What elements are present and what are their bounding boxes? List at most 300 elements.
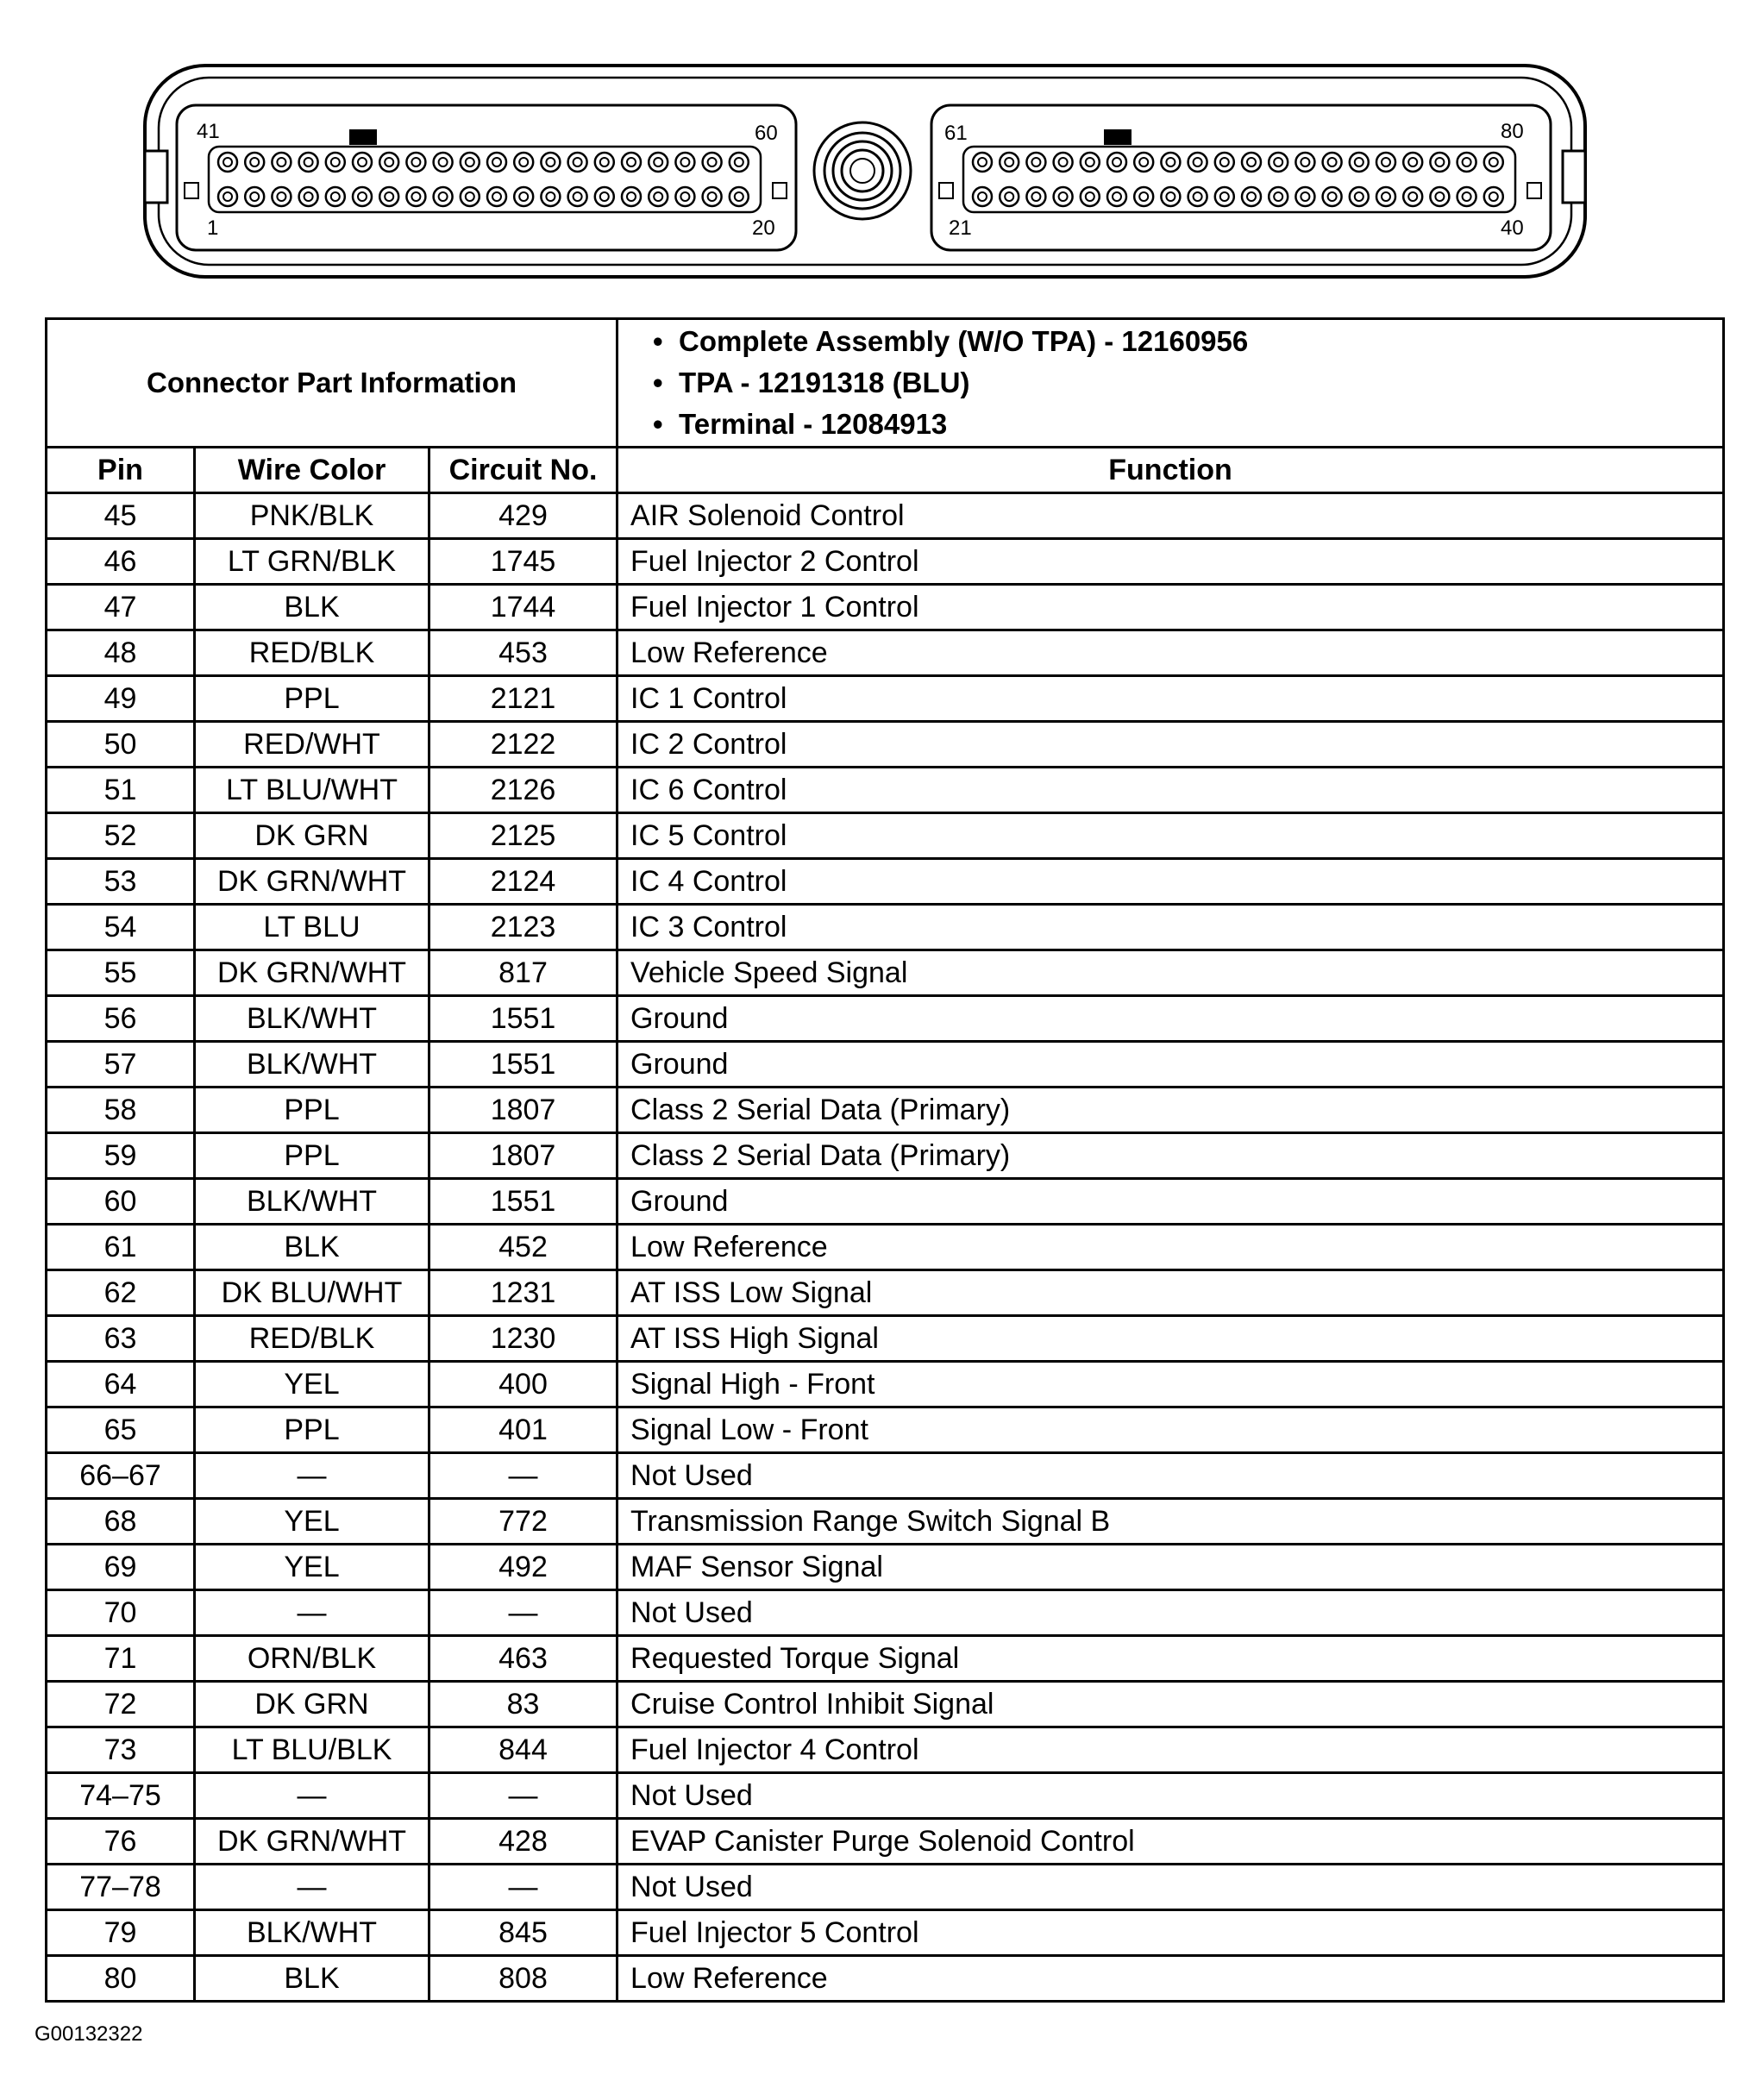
- table-row: [47, 1179, 1724, 1225]
- header-row: [47, 448, 1724, 493]
- pin-socket: [1242, 187, 1261, 206]
- pin-socket-inner: [304, 158, 313, 166]
- pin-socket: [487, 153, 506, 172]
- pin-socket-inner: [1301, 158, 1309, 166]
- function-cell: Ground: [617, 1179, 1724, 1225]
- pin-socket: [487, 187, 506, 206]
- table-row: [47, 1499, 1724, 1545]
- pin-socket: [703, 187, 722, 206]
- part-info-row: [47, 319, 1724, 448]
- pin-socket-inner: [1113, 158, 1121, 166]
- pin-socket: [1134, 187, 1153, 206]
- function-cell: MAF Sensor Signal: [617, 1545, 1724, 1590]
- function-cell: Low Reference: [617, 630, 1724, 676]
- header-wire-color: Wire Color: [195, 448, 429, 493]
- header-circuit: Circuit No.: [429, 448, 617, 493]
- function-cell: EVAP Canister Purge Solenoid Control: [617, 1819, 1724, 1865]
- pin-cell: 50: [47, 722, 195, 768]
- circuit-cell: 463: [429, 1636, 617, 1682]
- pin-socket: [1376, 153, 1395, 172]
- pin-socket: [299, 187, 318, 206]
- wire-color-cell: BLK: [195, 1956, 429, 2002]
- pin-socket-inner: [358, 192, 367, 201]
- pin-cell: 69: [47, 1545, 195, 1590]
- table-row: [47, 950, 1724, 996]
- pin-socket: [1242, 153, 1261, 172]
- function-cell: IC 5 Control: [617, 813, 1724, 859]
- pin-socket-inner: [1166, 192, 1175, 201]
- left-pin-rows: [218, 153, 749, 206]
- table-row: [47, 1133, 1724, 1179]
- pin-socket-inner: [385, 158, 393, 166]
- pin-socket: [1484, 187, 1503, 206]
- pin-socket: [1188, 187, 1207, 206]
- pin-socket-inner: [1086, 192, 1094, 201]
- function-cell: Transmission Range Switch Signal B: [617, 1499, 1724, 1545]
- wire-color-cell: PPL: [195, 1133, 429, 1179]
- pin-socket-inner: [1408, 158, 1417, 166]
- pin-socket: [1215, 153, 1234, 172]
- function-cell: Class 2 Serial Data (Primary): [617, 1133, 1724, 1179]
- pin-socket-inner: [1247, 192, 1256, 201]
- pinout-table: [45, 317, 1725, 2003]
- pin-socket-inner: [1463, 158, 1471, 166]
- pin-socket: [973, 187, 992, 206]
- pin-socket: [514, 153, 533, 172]
- pin-socket: [1376, 187, 1395, 206]
- label-pin-40: 40: [1501, 216, 1524, 240]
- wire-color-cell: BLK: [195, 585, 429, 630]
- pin-socket-inner: [439, 158, 448, 166]
- table-row: [47, 676, 1724, 722]
- function-cell: Vehicle Speed Signal: [617, 950, 1724, 996]
- pin-cell: 73: [47, 1727, 195, 1773]
- function-cell: AIR Solenoid Control: [617, 493, 1724, 539]
- pin-socket: [1458, 153, 1476, 172]
- pin-socket: [272, 153, 291, 172]
- wire-color-cell: LT BLU/WHT: [195, 768, 429, 813]
- circuit-cell: 1807: [429, 1088, 617, 1133]
- pin-socket-inner: [546, 192, 555, 201]
- wire-color-cell: BLK/WHT: [195, 1042, 429, 1088]
- left-key: [349, 129, 377, 145]
- pin-socket: [622, 153, 641, 172]
- function-cell: Low Reference: [617, 1956, 1724, 2002]
- circuit-cell: 452: [429, 1225, 617, 1270]
- pin-socket-inner: [466, 192, 474, 201]
- table-row: [47, 1453, 1724, 1499]
- function-cell: AT ISS Low Signal: [617, 1270, 1724, 1316]
- function-cell: Not Used: [617, 1453, 1724, 1499]
- table-row: [47, 585, 1724, 630]
- function-cell: Ground: [617, 1042, 1724, 1088]
- pin-cell: 46: [47, 539, 195, 585]
- function-cell: Fuel Injector 1 Control: [617, 585, 1724, 630]
- pin-socket-inner: [680, 192, 689, 201]
- pin-socket-inner: [708, 192, 717, 201]
- pin-socket: [406, 153, 425, 172]
- pin-socket: [568, 153, 587, 172]
- pin-socket-inner: [519, 158, 528, 166]
- wire-color-cell: —: [195, 1773, 429, 1819]
- wire-color-cell: YEL: [195, 1499, 429, 1545]
- pin-socket-inner: [1274, 192, 1282, 201]
- pin-socket-inner: [1194, 192, 1202, 201]
- wire-color-cell: YEL: [195, 1362, 429, 1407]
- pin-socket-inner: [1328, 158, 1337, 166]
- circuit-cell: 429: [429, 493, 617, 539]
- pin-socket-inner: [546, 158, 555, 166]
- pin-cell: 72: [47, 1682, 195, 1727]
- pin-socket-inner: [1194, 158, 1202, 166]
- pin-socket: [379, 153, 398, 172]
- pin-socket: [299, 153, 318, 172]
- pin-cell: 79: [47, 1910, 195, 1956]
- table-row: [47, 1042, 1724, 1088]
- wire-color-cell: LT GRN/BLK: [195, 539, 429, 585]
- pin-socket-inner: [1005, 158, 1013, 166]
- pin-cell: 64: [47, 1362, 195, 1407]
- circuit-cell: 845: [429, 1910, 617, 1956]
- pin-socket: [461, 153, 480, 172]
- table-row: [47, 630, 1724, 676]
- function-cell: Not Used: [617, 1865, 1724, 1910]
- pin-socket: [1134, 153, 1153, 172]
- pin-socket-inner: [492, 158, 501, 166]
- pin-socket-inner: [1086, 158, 1094, 166]
- table-row: [47, 813, 1724, 859]
- pin-socket: [272, 187, 291, 206]
- pin-socket-inner: [735, 158, 743, 166]
- pin-socket: [1350, 153, 1369, 172]
- pin-cell: 63: [47, 1316, 195, 1362]
- pin-socket: [1161, 153, 1180, 172]
- function-cell: IC 3 Control: [617, 905, 1724, 950]
- function-cell: Cruise Control Inhibit Signal: [617, 1682, 1724, 1727]
- pin-socket: [218, 187, 237, 206]
- wire-color-cell: ORN/BLK: [195, 1636, 429, 1682]
- pin-socket: [434, 153, 453, 172]
- wire-color-cell: —: [195, 1865, 429, 1910]
- pin-socket-inner: [1113, 192, 1121, 201]
- pin-socket: [245, 153, 264, 172]
- table-row: [47, 1910, 1724, 1956]
- pin-socket: [730, 187, 749, 206]
- table-row: [47, 996, 1724, 1042]
- pin-socket-inner: [331, 158, 340, 166]
- wire-color-cell: LT BLU: [195, 905, 429, 950]
- table-row: [47, 1682, 1724, 1727]
- pin-socket: [1323, 153, 1342, 172]
- pin-socket: [1081, 187, 1100, 206]
- wire-color-cell: PNK/BLK: [195, 493, 429, 539]
- pin-socket-inner: [277, 192, 285, 201]
- wire-color-cell: PPL: [195, 1088, 429, 1133]
- pin-cell: 49: [47, 676, 195, 722]
- pin-socket: [541, 187, 560, 206]
- circuit-cell: 428: [429, 1819, 617, 1865]
- pin-socket: [568, 187, 587, 206]
- circuit-cell: 1551: [429, 1179, 617, 1225]
- pin-socket: [1215, 187, 1234, 206]
- pin-cell: 66–67: [47, 1453, 195, 1499]
- pin-socket-inner: [600, 192, 609, 201]
- pin-cell: 51: [47, 768, 195, 813]
- left-small-tab-a: [185, 183, 198, 198]
- pin-socket: [326, 187, 345, 206]
- pin-socket: [1054, 187, 1073, 206]
- pin-socket-inner: [574, 158, 582, 166]
- label-pin-41: 41: [197, 120, 220, 143]
- circuit-cell: 1744: [429, 585, 617, 630]
- pin-socket: [675, 153, 694, 172]
- circuit-cell: 83: [429, 1682, 617, 1727]
- pin-cell: 77–78: [47, 1865, 195, 1910]
- wire-color-cell: BLK/WHT: [195, 1179, 429, 1225]
- pin-cell: 58: [47, 1088, 195, 1133]
- pin-socket: [1323, 187, 1342, 206]
- pin-socket-inner: [331, 192, 340, 201]
- function-cell: Signal High - Front: [617, 1362, 1724, 1407]
- pin-socket-inner: [277, 158, 285, 166]
- pin-cell: 45: [47, 493, 195, 539]
- circuit-cell: 808: [429, 1956, 617, 2002]
- pin-socket-inner: [1382, 192, 1390, 201]
- left-latch: [145, 151, 167, 203]
- pin-cell: 52: [47, 813, 195, 859]
- pin-socket-inner: [1220, 192, 1229, 201]
- pin-socket-inner: [1031, 158, 1040, 166]
- pin-socket: [541, 153, 560, 172]
- wire-color-cell: DK GRN: [195, 813, 429, 859]
- right-small-tab-b: [1527, 183, 1541, 198]
- part-info-item: • Terminal - 12084913: [653, 408, 948, 440]
- circuit-cell: 1551: [429, 996, 617, 1042]
- pin-socket: [434, 187, 453, 206]
- pin-socket-inner: [1382, 158, 1390, 166]
- pin-socket: [353, 187, 372, 206]
- pin-cell: 59: [47, 1133, 195, 1179]
- pin-socket-inner: [1435, 158, 1444, 166]
- pin-cell: 47: [47, 585, 195, 630]
- pin-socket: [1458, 187, 1476, 206]
- pin-socket-inner: [627, 192, 636, 201]
- pin-socket-inner: [1139, 192, 1148, 201]
- wire-color-cell: PPL: [195, 676, 429, 722]
- pin-socket: [406, 187, 425, 206]
- pin-socket-inner: [1031, 192, 1040, 201]
- pin-socket: [649, 187, 668, 206]
- pin-cell: 55: [47, 950, 195, 996]
- pin-cell: 56: [47, 996, 195, 1042]
- circuit-cell: 2122: [429, 722, 617, 768]
- pin-cell: 80: [47, 1956, 195, 2002]
- table-row: [47, 1865, 1724, 1910]
- pin-cell: 65: [47, 1407, 195, 1453]
- pin-socket: [1295, 153, 1314, 172]
- circuit-cell: —: [429, 1453, 617, 1499]
- function-cell: Class 2 Serial Data (Primary): [617, 1088, 1724, 1133]
- table-row: [47, 1590, 1724, 1636]
- pin-cell: 62: [47, 1270, 195, 1316]
- pin-cell: 57: [47, 1042, 195, 1088]
- table-row: [47, 1545, 1724, 1590]
- table-row: [47, 1956, 1724, 2002]
- table-row: [47, 1088, 1724, 1133]
- pin-socket: [595, 187, 614, 206]
- wire-color-cell: PPL: [195, 1407, 429, 1453]
- figure-id: G00132322: [34, 2022, 143, 2046]
- pin-socket-inner: [1435, 192, 1444, 201]
- wire-color-cell: DK GRN/WHT: [195, 1819, 429, 1865]
- pin-socket-inner: [708, 158, 717, 166]
- pin-socket: [1403, 187, 1422, 206]
- table-row: [47, 493, 1724, 539]
- circuit-cell: 817: [429, 950, 617, 996]
- wire-color-cell: YEL: [195, 1545, 429, 1590]
- pin-socket: [379, 187, 398, 206]
- circuit-cell: 772: [429, 1499, 617, 1545]
- pin-socket-inner: [1355, 158, 1363, 166]
- pin-socket-inner: [411, 158, 420, 166]
- pin-socket-inner: [223, 158, 232, 166]
- pin-socket: [1054, 153, 1073, 172]
- pin-socket-inner: [1301, 192, 1309, 201]
- wire-color-cell: RED/BLK: [195, 1316, 429, 1362]
- circuit-cell: 453: [429, 630, 617, 676]
- pin-socket-inner: [1355, 192, 1363, 201]
- circuit-cell: 844: [429, 1727, 617, 1773]
- table-row: [47, 905, 1724, 950]
- pin-socket: [675, 187, 694, 206]
- table-row: [47, 1362, 1724, 1407]
- pin-socket-inner: [411, 192, 420, 201]
- pin-socket: [1026, 153, 1045, 172]
- pin-socket: [649, 153, 668, 172]
- pin-socket: [1000, 153, 1019, 172]
- right-latch: [1563, 151, 1585, 203]
- circuit-cell: 2126: [429, 768, 617, 813]
- circuit-cell: 2124: [429, 859, 617, 905]
- label-pin-21: 21: [949, 216, 972, 240]
- function-cell: Fuel Injector 5 Control: [617, 1910, 1724, 1956]
- circuit-cell: —: [429, 1773, 617, 1819]
- pin-socket: [703, 153, 722, 172]
- wire-color-cell: BLK/WHT: [195, 1910, 429, 1956]
- circuit-cell: 2123: [429, 905, 617, 950]
- table-row: [47, 859, 1724, 905]
- label-pin-60: 60: [755, 122, 778, 145]
- circuit-cell: —: [429, 1865, 617, 1910]
- pin-socket: [1269, 187, 1288, 206]
- pin-socket-inner: [466, 158, 474, 166]
- pin-socket: [1403, 153, 1422, 172]
- table-row: [47, 1407, 1724, 1453]
- pin-socket: [1269, 153, 1288, 172]
- pin-socket-inner: [978, 192, 987, 201]
- table-row: [47, 1773, 1724, 1819]
- function-cell: IC 4 Control: [617, 859, 1724, 905]
- pin-socket-inner: [1489, 192, 1498, 201]
- pin-socket-inner: [1274, 158, 1282, 166]
- pin-cell: 76: [47, 1819, 195, 1865]
- circuit-cell: 401: [429, 1407, 617, 1453]
- label-pin-1: 1: [207, 216, 219, 240]
- pin-socket: [730, 153, 749, 172]
- circuit-cell: 492: [429, 1545, 617, 1590]
- pin-socket: [622, 187, 641, 206]
- pin-socket: [1081, 153, 1100, 172]
- function-cell: AT ISS High Signal: [617, 1316, 1724, 1362]
- left-small-tab-b: [773, 183, 787, 198]
- label-pin-80: 80: [1501, 120, 1524, 143]
- wire-color-cell: DK GRN/WHT: [195, 950, 429, 996]
- circuit-cell: —: [429, 1590, 617, 1636]
- wire-color-cell: DK GRN: [195, 1682, 429, 1727]
- wire-color-cell: BLK/WHT: [195, 996, 429, 1042]
- circuit-cell: 1231: [429, 1270, 617, 1316]
- pin-socket-inner: [492, 192, 501, 201]
- pin-socket-inner: [1220, 158, 1229, 166]
- pin-socket: [1350, 187, 1369, 206]
- pin-socket-inner: [1166, 158, 1175, 166]
- part-info-item: • Complete Assembly (W/O TPA) - 12160956: [653, 325, 1249, 357]
- pin-socket: [326, 153, 345, 172]
- pin-socket-inner: [600, 158, 609, 166]
- function-cell: Fuel Injector 2 Control: [617, 539, 1724, 585]
- pin-socket-inner: [358, 158, 367, 166]
- pin-socket-inner: [978, 158, 987, 166]
- pin-socket-inner: [1328, 192, 1337, 201]
- function-cell: Not Used: [617, 1590, 1724, 1636]
- table-row: [47, 1225, 1724, 1270]
- pin-socket: [595, 153, 614, 172]
- circuit-cell: 1807: [429, 1133, 617, 1179]
- wire-color-cell: —: [195, 1590, 429, 1636]
- pin-socket: [245, 187, 264, 206]
- right-small-tab-a: [939, 183, 953, 198]
- pin-socket-inner: [1463, 192, 1471, 201]
- part-info-label: Connector Part Information: [47, 319, 617, 448]
- left-cavity: [177, 105, 796, 250]
- wire-color-cell: DK GRN/WHT: [195, 859, 429, 905]
- pin-socket-inner: [439, 192, 448, 201]
- pin-socket-inner: [654, 158, 662, 166]
- label-pin-61: 61: [944, 122, 968, 145]
- function-cell: Fuel Injector 4 Control: [617, 1727, 1724, 1773]
- center-bolt: [814, 122, 911, 219]
- circuit-cell: 1551: [429, 1042, 617, 1088]
- pin-socket: [1295, 187, 1314, 206]
- function-cell: IC 6 Control: [617, 768, 1724, 813]
- pin-cell: 70: [47, 1590, 195, 1636]
- pin-socket-inner: [680, 158, 689, 166]
- pin-socket: [1107, 153, 1126, 172]
- pin-socket-inner: [304, 192, 313, 201]
- circuit-cell: 1230: [429, 1316, 617, 1362]
- table-row: [47, 539, 1724, 585]
- wire-color-cell: —: [195, 1453, 429, 1499]
- pin-socket: [1430, 187, 1449, 206]
- pin-socket-inner: [250, 192, 259, 201]
- circuit-cell: 2125: [429, 813, 617, 859]
- pin-socket: [973, 153, 992, 172]
- pin-socket-inner: [1139, 158, 1148, 166]
- pin-cell: 68: [47, 1499, 195, 1545]
- pin-socket: [353, 153, 372, 172]
- table-row: [47, 1270, 1724, 1316]
- header-function: Function: [617, 448, 1724, 493]
